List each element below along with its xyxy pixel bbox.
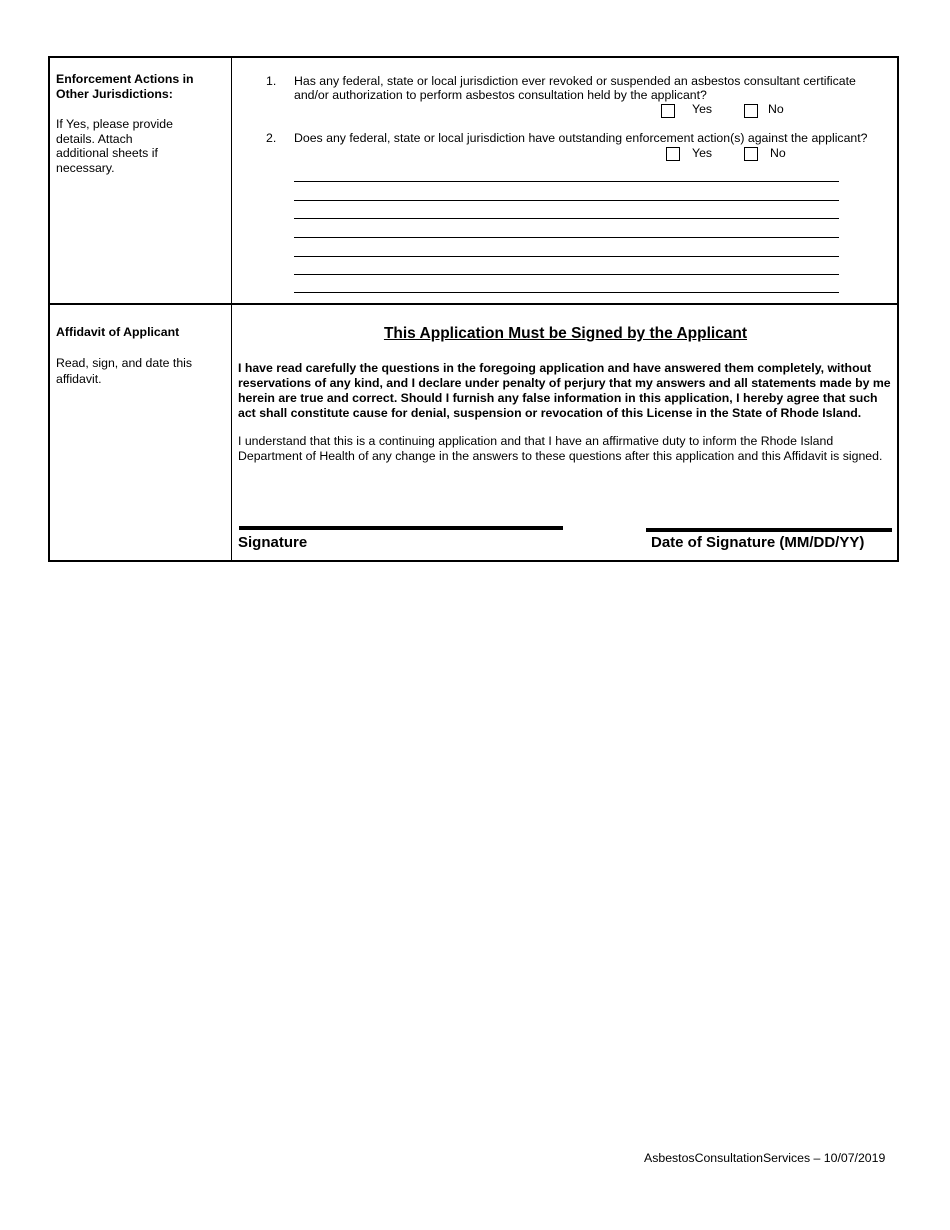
application-form-table <box>48 56 899 562</box>
question-2-yes-label: Yes <box>692 146 713 160</box>
affidavit-heading: This Application Must be Signed by the Applicant <box>383 325 748 342</box>
question-1-yes-label: Yes <box>692 102 713 116</box>
column-divider <box>231 58 232 560</box>
question-2-yes-checkbox[interactable] <box>666 147 680 161</box>
document-footer: AsbestosConsultationServices – 10/07/2019 <box>644 1151 886 1165</box>
details-line[interactable] <box>294 274 839 275</box>
question-1-number: 1. <box>266 74 277 88</box>
affidavit-continuing-duty: I understand that this is a continuing application and that I have an affirmative duty to inform the Rhode Island Department of Health of any change in the answers to these questions after this application and this Affidavit is signed. <box>238 434 883 463</box>
signature-label: Signature <box>238 534 308 551</box>
question-1-yes-checkbox[interactable] <box>661 104 675 118</box>
question-2-number: 2. <box>266 131 277 145</box>
details-line[interactable] <box>294 218 839 219</box>
affidavit-instructions: Read, sign, and date this affidavit. <box>56 356 193 386</box>
date-of-signature-label: Date of Signature (MM/DD/YY) <box>651 534 865 551</box>
details-line[interactable] <box>294 237 839 238</box>
row-divider <box>50 303 897 305</box>
enforcement-section-title: Enforcement Actions in Other Jurisdictions: <box>56 72 194 101</box>
question-2-no-checkbox[interactable] <box>744 147 758 161</box>
affidavit-section-title: Affidavit of Applicant <box>56 325 180 339</box>
question-2-line1: Does any federal, state or local jurisdiction have outstanding enforcement action(s) against the applicant? <box>294 131 868 145</box>
date-of-signature-line[interactable] <box>646 528 892 532</box>
details-line[interactable] <box>294 200 839 201</box>
details-line[interactable] <box>294 181 839 182</box>
question-1-line1: Has any federal, state or local jurisdiction ever revoked or suspended an asbestos consultant certificate <box>294 74 856 88</box>
question-2-no-label: No <box>770 146 786 160</box>
enforcement-instructions: If Yes, please provide details. Attach additional sheets if necessary. <box>56 117 173 175</box>
signature-line[interactable] <box>239 526 563 530</box>
question-1-line2: and/or authorization to perform asbestos consultation held by the applicant? <box>294 88 707 102</box>
details-line[interactable] <box>294 256 839 257</box>
affidavit-declaration: I have read carefully the questions in the foregoing application and have answered them completely, without reservations of any kind, and I declare under penalty of perjury that my answers and all statements made by me herein are true and correct. Should I furnish any false information in this application, I hereby agree that such act shall constitute cause for denial, suspension or revocation of this License in the State of Rhode Island. <box>238 361 891 420</box>
question-1-no-label: No <box>768 102 784 116</box>
question-1-no-checkbox[interactable] <box>744 104 758 118</box>
details-line[interactable] <box>294 292 839 293</box>
